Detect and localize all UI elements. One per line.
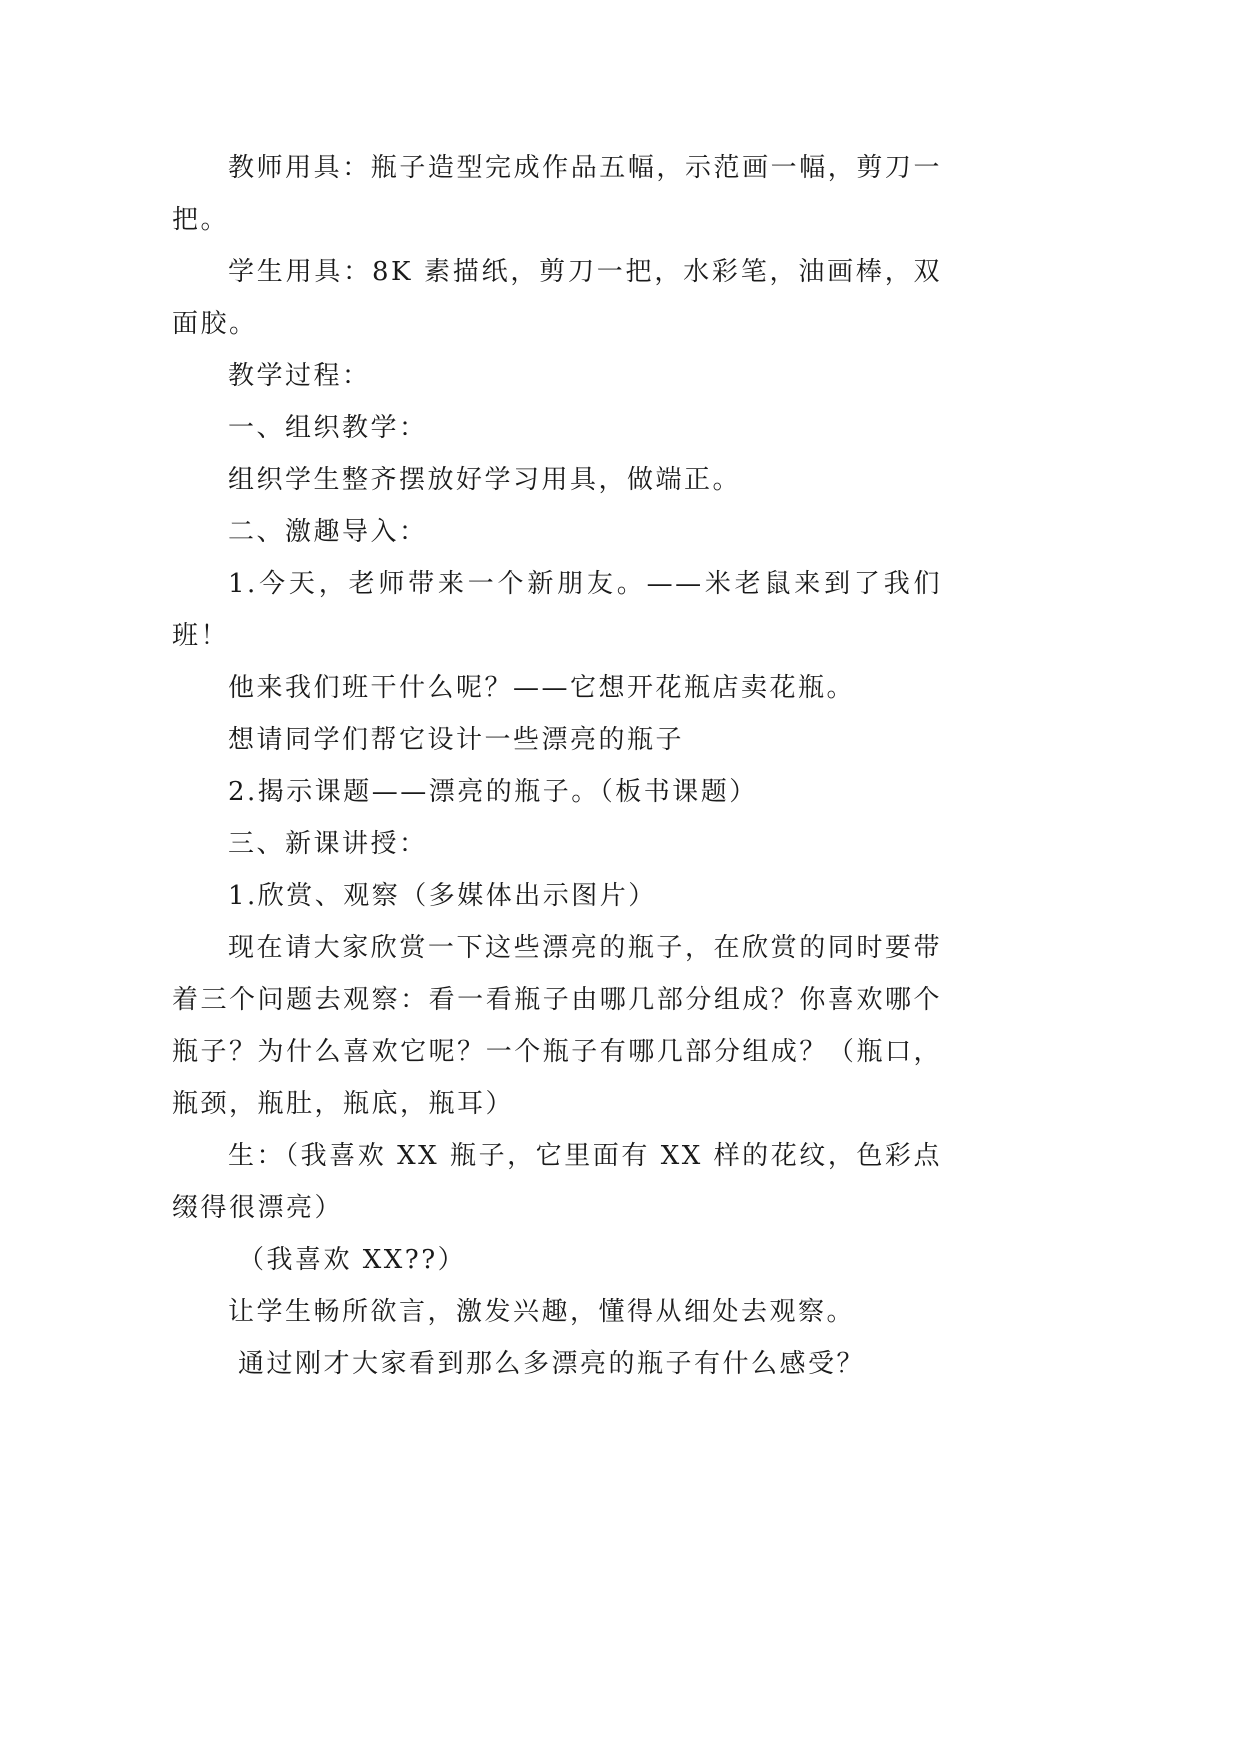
paragraph-student-answer-short: （我喜欢 XX??） [238,1245,467,1275]
section-heading-introduction: 二、激趣导入： [228,517,428,547]
paragraph-student-tools: 学生用具：8K 素描纸，剪刀一把，水彩笔，油画棒，双面胶。 [172,257,942,339]
paragraph-design-request: 想请同学们帮它设计一些漂亮的瓶子 [228,725,685,755]
paragraph-student-answer: 生：（我喜欢 XX 瓶子，它里面有 XX 样的花纹，色彩点缀得很漂亮） [172,1141,942,1223]
section-heading-new-lesson: 三、新课讲授： [228,829,428,859]
paragraph-encourage-speaking: 让学生畅所欲言，激发兴趣，懂得从细处去观察。 [228,1297,856,1327]
paragraph-teaching-process: 教学过程： [228,361,371,391]
section-heading-organize: 一、组织教学： [228,413,428,443]
paragraph-new-friend: 1.今天，老师带来一个新朋友。——米老鼠来到了我们班！ [172,569,942,651]
paragraph-teacher-tools: 教师用具：瓶子造型完成作品五幅，示范画一幅，剪刀一把。 [172,153,942,235]
paragraph-appreciation-questions: 现在请大家欣赏一下这些漂亮的瓶子，在欣赏的同时要带着三个问题去观察：看一看瓶子由哪几部分组成？你喜欢哪个瓶子？为什么喜欢它呢？一个瓶子有哪几部分组成？（瓶口，瓶颈，瓶肚，瓶底，瓶耳） [172,933,942,1119]
document-body [172,142,942,1390]
paragraph-appreciate-observe: 1.欣赏、观察（多媒体出示图片） [228,881,657,911]
paragraph-feelings-question: 通过刚才大家看到那么多漂亮的瓶子有什么感受？ [238,1349,866,1379]
paragraph-organize-students: 组织学生整齐摆放好学习用具，做端正。 [228,465,742,495]
paragraph-why-come: 他来我们班干什么呢？——它想开花瓶店卖花瓶。 [228,673,856,703]
paragraph-reveal-topic: 2.揭示课题——漂亮的瓶子。（板书课题） [228,777,758,807]
